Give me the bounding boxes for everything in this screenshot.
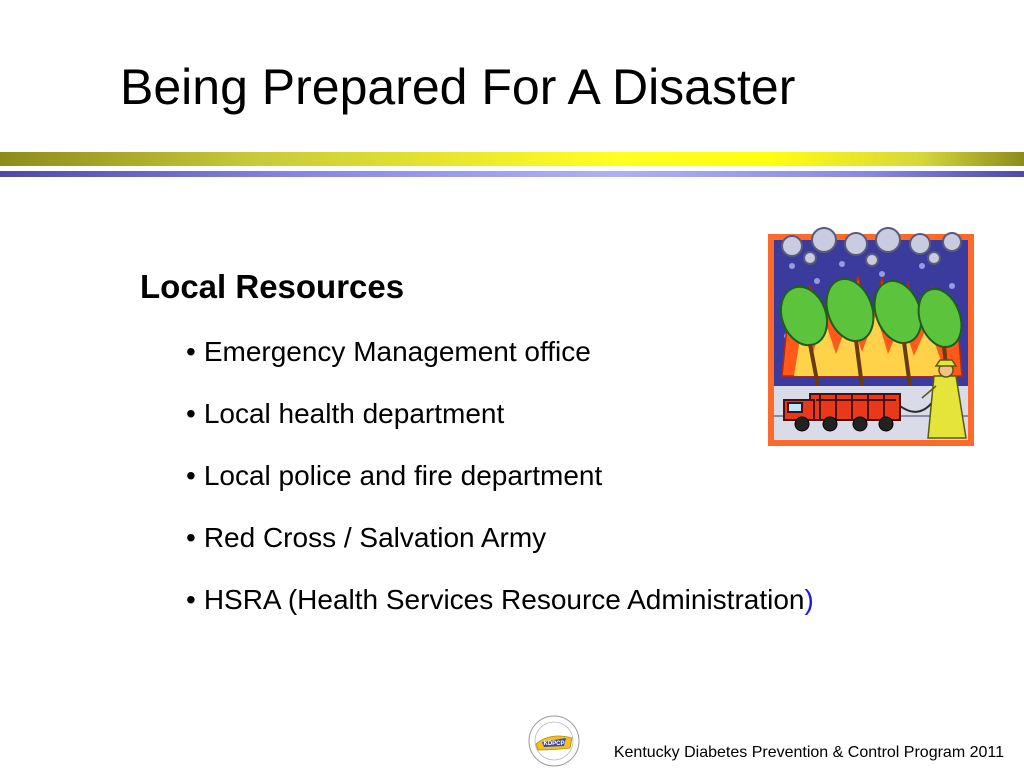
title-divider-blue <box>0 171 1024 177</box>
kdpcp-logo-icon <box>520 714 588 768</box>
bullet-icon: • <box>186 460 196 491</box>
logo-text: KDPCP <box>543 741 565 747</box>
list-item-text: Red Cross / Salvation Army <box>203 522 547 553</box>
list-item <box>186 395 814 457</box>
list-item-text: Emergency Management office <box>203 336 591 367</box>
list-item-text: Local police and fire department <box>203 460 603 491</box>
footer-text: Kentucky Diabetes Prevention & Control Program 2011 <box>613 744 1004 761</box>
bullet-icon: • <box>186 336 196 367</box>
list-item-text: Local health department <box>203 398 505 429</box>
firefighting-clipart-icon <box>762 226 984 458</box>
list-item <box>186 519 814 581</box>
closing-paren: ) <box>804 584 814 615</box>
list-item-text: HSRA (Health Services Resource Administration <box>203 584 805 615</box>
slide-title: Being Prepared For A Disaster <box>120 59 796 115</box>
list-item <box>186 581 814 643</box>
bullet-icon: • <box>186 398 196 429</box>
bullet-icon: • <box>186 584 196 615</box>
list-item <box>186 333 814 395</box>
list-item <box>186 457 814 519</box>
section-heading: Local Resources <box>140 268 405 305</box>
title-divider-yellow <box>0 152 1024 166</box>
resource-list <box>186 333 814 643</box>
bullet-icon: • <box>186 522 196 553</box>
